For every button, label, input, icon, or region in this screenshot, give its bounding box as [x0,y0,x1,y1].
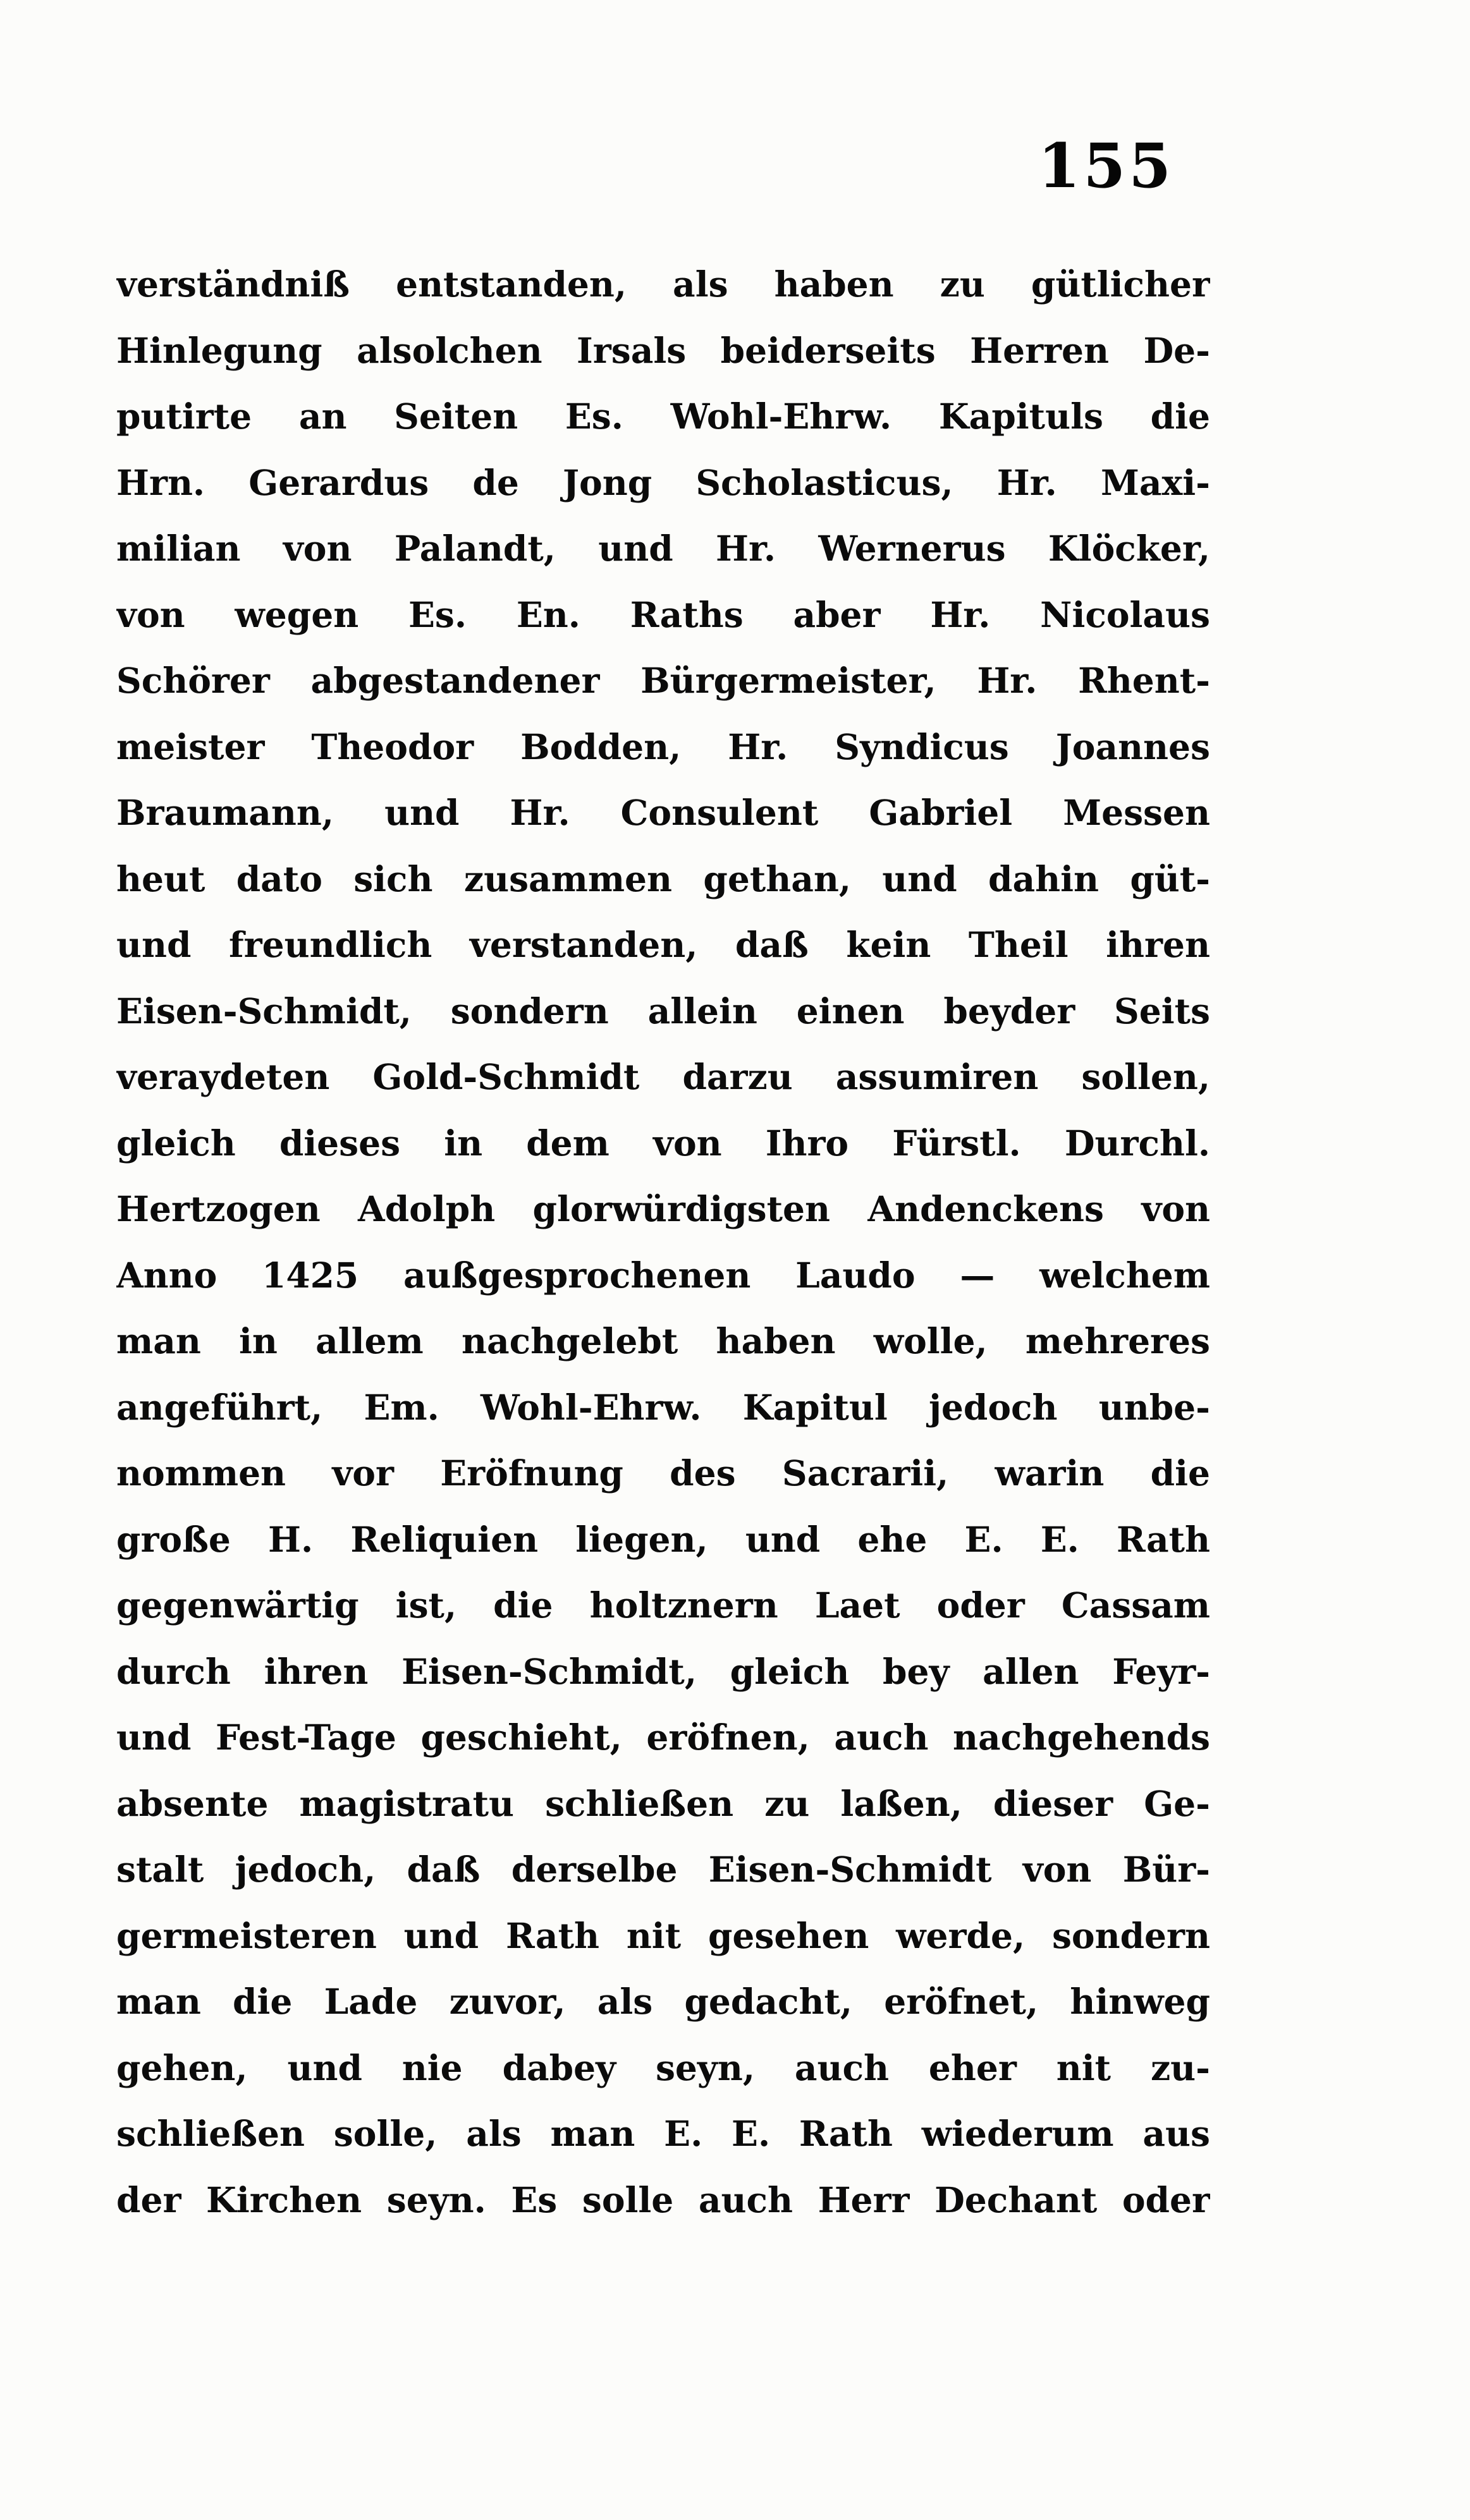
text-line: schließen solle, als man E. E. Rath wiederum aus [116,2113,1210,2154]
text-line: Braumann, und Hr. Consulent Gabriel Messen [116,792,1210,833]
page-number: 155 [1038,130,1174,202]
text-line: Schörer abgestandener Bürgermeister, Hr. Rhent- [116,660,1210,701]
text-line: Hinlegung alsolchen Irsals beiderseits Herren De- [116,329,1210,371]
text-line: putirte an Seiten Es. Wohl-Ehrw. Kapituls die [116,396,1210,437]
text-line: der Kirchen seyn. Es solle auch Herr Dechant oder [116,2179,1210,2220]
text-line: angeführt, Em. Wohl-Ehrw. Kapitul jedoch unbe- [116,1386,1210,1428]
text-line: Hrn. Gerardus de Jong Scholasticus, Hr. Maxi- [116,461,1210,503]
text-line: Eisen-Schmidt, sondern allein einen beyder Seits [116,990,1210,1032]
text-line: Anno 1425 außgesprochenen Laudo — welchem [116,1254,1210,1296]
text-line: verständniß entstanden, als haben zu gütlicher [116,264,1210,305]
text-line: man die Lade zuvor, als gedacht, eröfnet, hinweg [116,1981,1210,2022]
text-line: gehen, und nie dabey seyn, auch eher nit zu- [116,2047,1210,2088]
text-line: große H. Reliquien liegen, und ehe E. E. Rath [116,1518,1210,1560]
text-line: gegenwärtig ist, die holtznern Laet oder Cassam [116,1585,1210,1626]
text-line: und Fest-Tage geschieht, eröfnen, auch nachgehends [116,1717,1210,1758]
text-line: man in allem nachgelebt haben wolle, mehreres [116,1320,1210,1361]
text-line: Hertzogen Adolph glorwürdigsten Andenckens von [116,1188,1210,1229]
text-line: veraydeten Gold-Schmidt darzu assumiren sollen, [116,1056,1210,1097]
page-text-block [116,252,1210,2233]
text-line: heut dato sich zusammen gethan, und dahin güt- [116,858,1210,899]
text-line: germeisteren und Rath nit gesehen werde, sondern [116,1914,1210,1956]
text-line: und freundlich verstanden, daß kein Theil ihren [116,924,1210,965]
text-line: gleich dieses in dem von Ihro Fürstl. Durchl. [116,1122,1210,1164]
text-line: von wegen Es. En. Raths aber Hr. Nicolaus [116,593,1210,635]
text-line: absente magistratu schließen zu laßen, dieser Ge- [116,1782,1210,1824]
text-line: stalt jedoch, daß derselbe Eisen-Schmidt von Bür- [116,1849,1210,1890]
text-line: durch ihren Eisen-Schmidt, gleich bey allen Feyr- [116,1650,1210,1692]
text-line: nommen vor Eröfnung des Sacrarii, warin die [116,1452,1210,1494]
text-line: milian von Palandt, und Hr. Wernerus Klöcker, [116,528,1210,569]
text-line: meister Theodor Bodden, Hr. Syndicus Joannes [116,726,1210,767]
